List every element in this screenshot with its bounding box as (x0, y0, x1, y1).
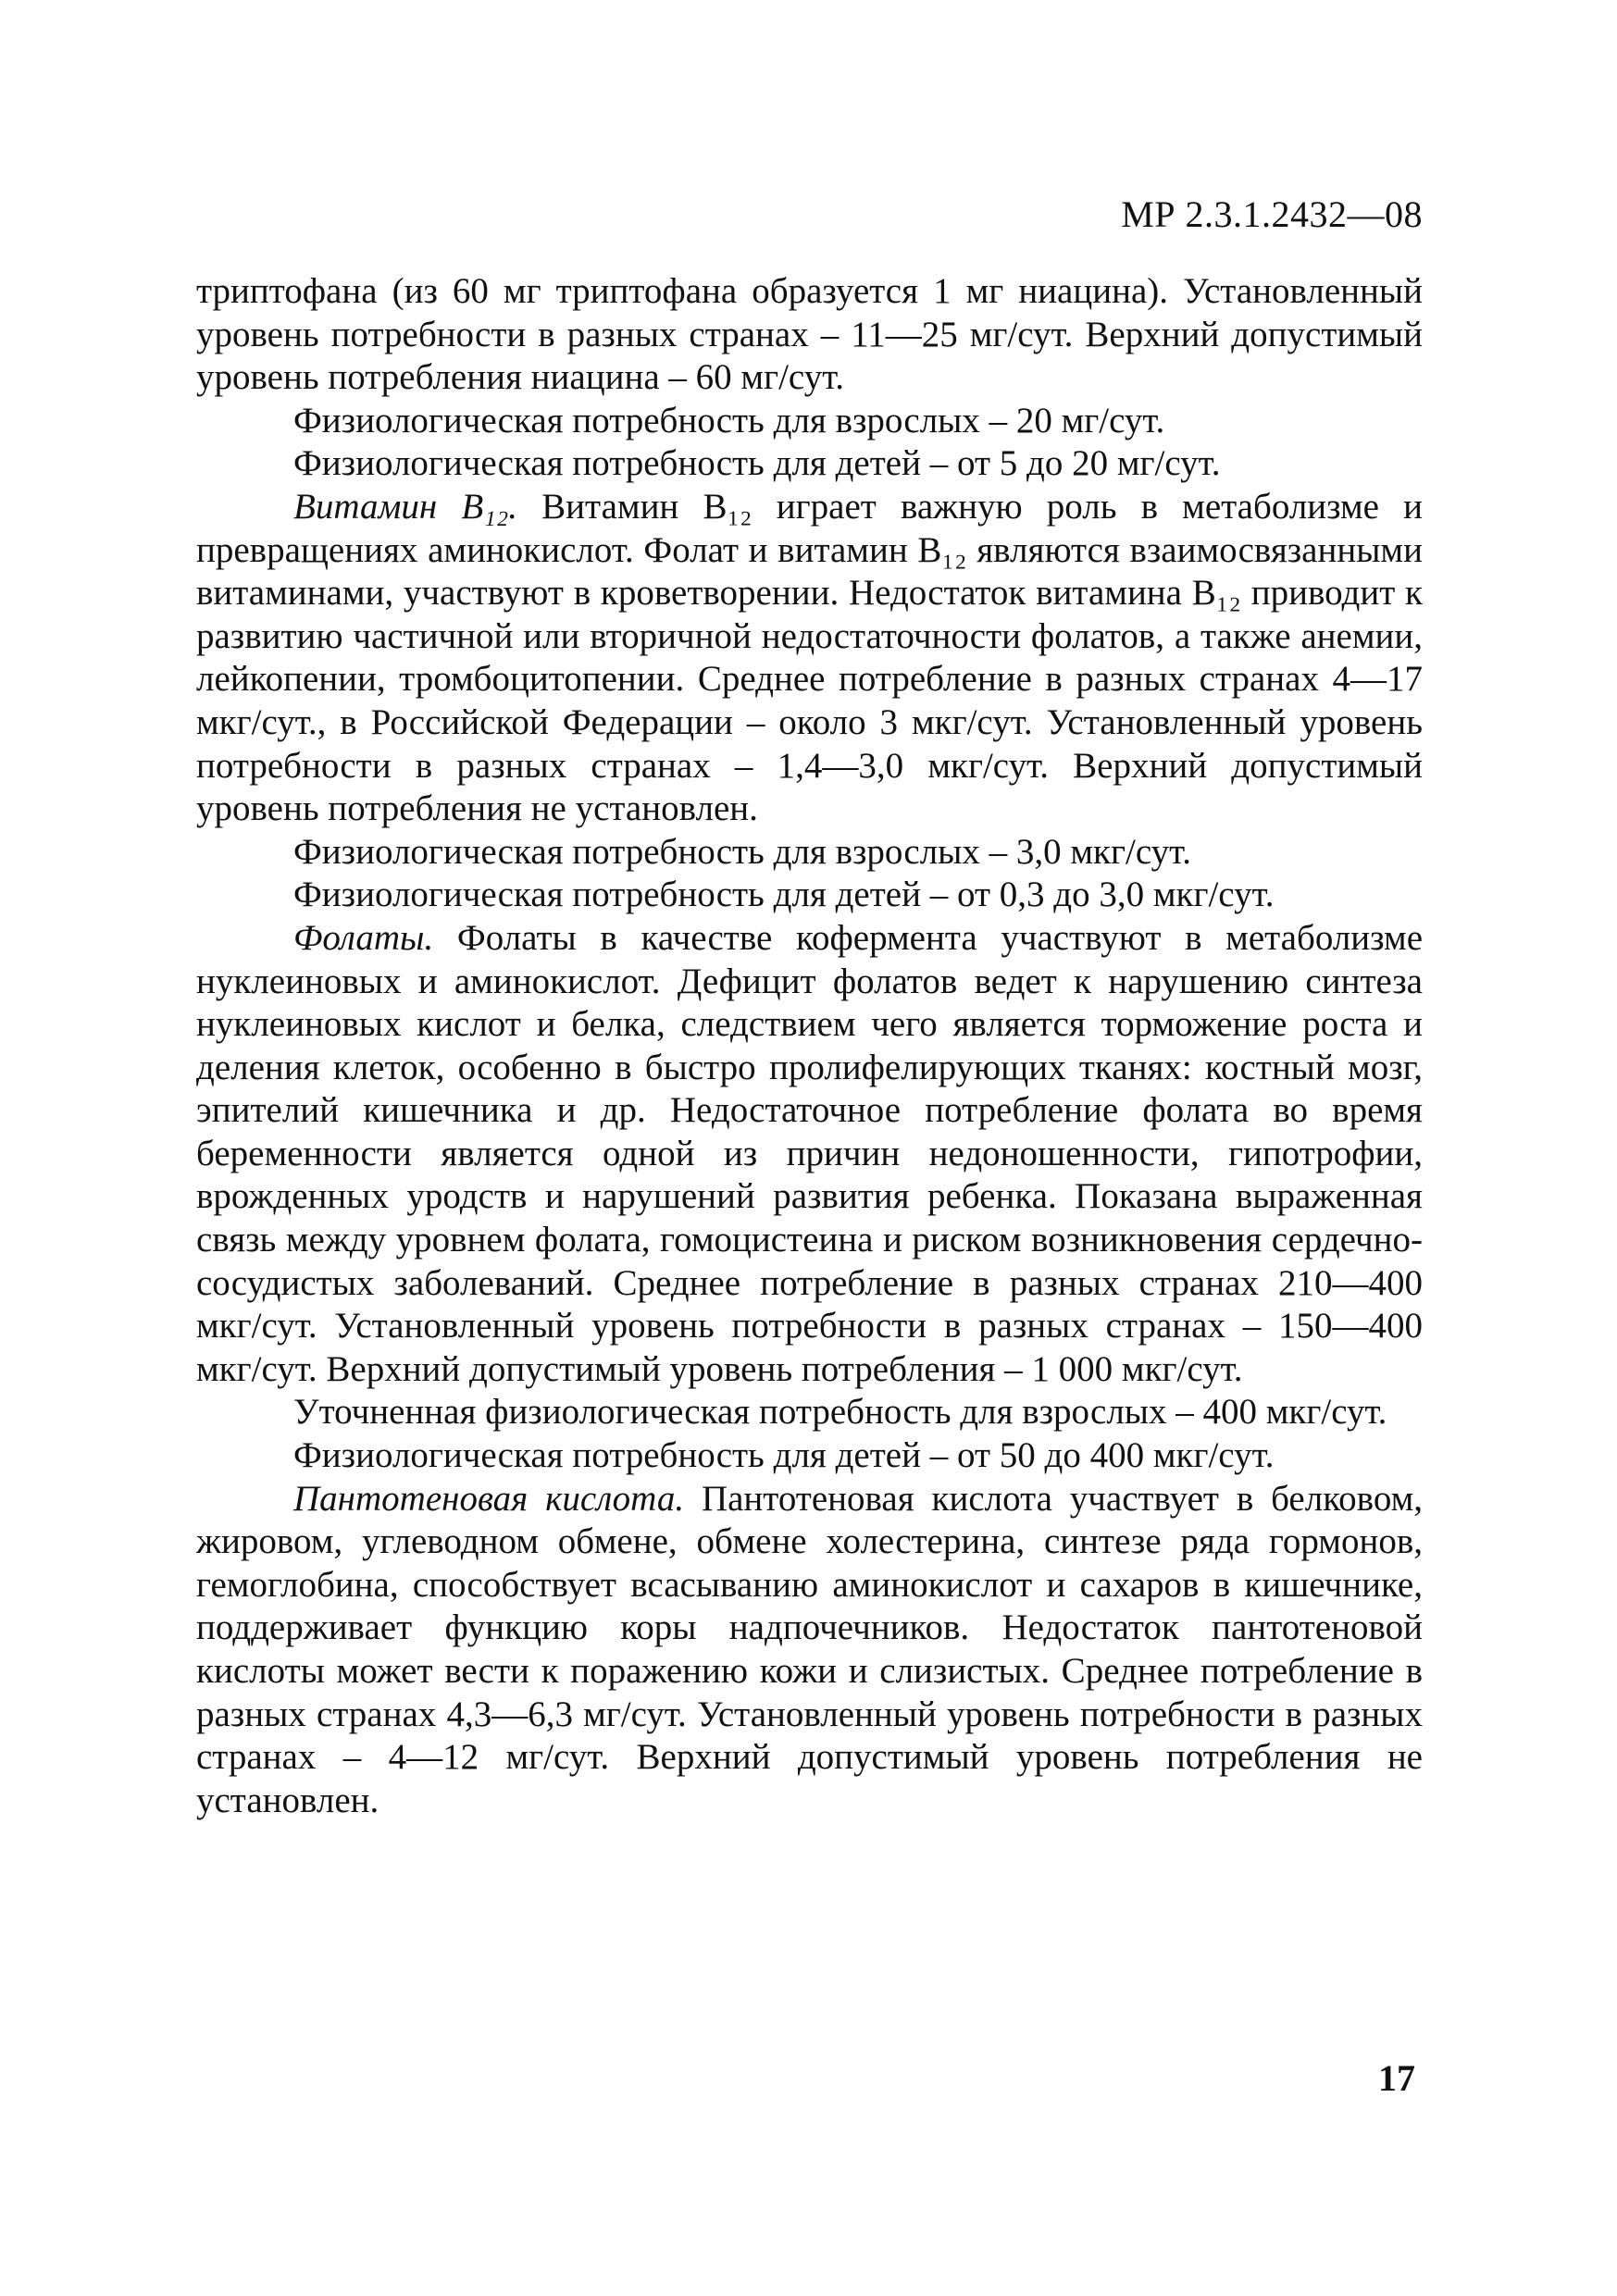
b12-children-norm: Физиологическая потребность для детей – от 0,3 до 3,0 мкг/сут. (293, 875, 1275, 915)
vitamin-b12-text: Витамин B₁₂ играет важную роль в метаболизме и превращениях аминокислот. Фолат и витамин B₁₂ являются взаимосвязанными витаминами, участвуют в кроветворении. Недостаток витамина B₁₂ приводит к развитию частичной или вторичной недостаточности фолатов, а также анемии, лейкопении, тромбоцитопении. Среднее потребление в разных странах 4—17 мкг/сут., в Российской Федерации – около 3 мкг/сут. Установленный уровень потребности в разных странах – 1,4—3,0 мкг/сут. Верхний допустимый уровень потребления не установлен. (196, 486, 1423, 829)
folate-heading: Фолаты. (293, 917, 434, 958)
pantothenic-text: Пантотеновая кислота участвует в белковом, жировом, углеводном обмене, обмене холестерина, синтезе ряда гормонов, гемоглобина, способствует всасыванию аминокислот и сахаров в кишечнике, поддерживает функцию коры надпочечников. Недостаток пантотеновой кислоты может вести к поражению кожи и слизистых. Среднее потребление в разных странах 4,3—6,3 мг/сут. Установленный уровень потребности в разных странах – 4—12 мг/сут. Верхний допустимый уровень потребления не установлен. (196, 1478, 1424, 1820)
folate-children-norm: Физиологическая потребность для детей – от 50 до 400 мкг/сут. (293, 1435, 1275, 1476)
niacin-children-norm: Физиологическая потребность для детей – от 5 до 20 мг/сут. (293, 443, 1221, 484)
page-body (196, 270, 1423, 1822)
folate-adults-norm: Уточненная физиологическая потребность для взрослых – 400 мкг/сут. (293, 1392, 1387, 1433)
page-number: 17 (1378, 2057, 1415, 2099)
vitamin-b12-paragraph (196, 486, 1423, 831)
pantothenic-paragraph (196, 1478, 1423, 1823)
folate-text: Фолаты в качестве кофермента участвуют в метаболизме нуклеиновых и аминокислот. Дефицит фолатов ведет к нарушению синтеза нуклеиновых кислот и белка, следствием чего является торможение роста и деления клеток, особенно в быстро пролифелирующих тканях: костный мозг, эпителий кишечника и др. Недостаточное потребление фолата во время беременности является одной из причин недоношенности, гипотрофии, врожденных уродств и нарушений развития ребенка. Показана выраженная связь между уровнем фолата, гомоцистеина и риском возникновения сердечно-сосудистых заболеваний. Среднее потребление в разных странах 210—400 мкг/сут. Установленный уровень потребности в разных странах – 150—400 мкг/сут. Верхний допустимый уровень потребления – 1 000 мкг/сут. (196, 917, 1423, 1389)
document-code: МР 2.3.1.2432—08 (1121, 193, 1423, 235)
pantothenic-heading: Пантотеновая кислота. (293, 1478, 685, 1519)
niacin-paragraph: триптофана (из 60 мг триптофана образуется 1 мг ниацина). Установленный уровень потребности в разных странах – 11—25 мг/сут. Верхний допустимый уровень потребления ниацина – 60 мг/сут. (196, 271, 1423, 398)
vitamin-b12-heading: Витамин B₁₂. (293, 486, 518, 527)
folate-paragraph (196, 917, 1423, 1392)
niacin-adults-norm: Физиологическая потребность для взрослых – 20 мг/сут. (293, 400, 1165, 441)
b12-adults-norm: Физиологическая потребность для взрослых – 3,0 мкг/сут. (293, 831, 1191, 872)
